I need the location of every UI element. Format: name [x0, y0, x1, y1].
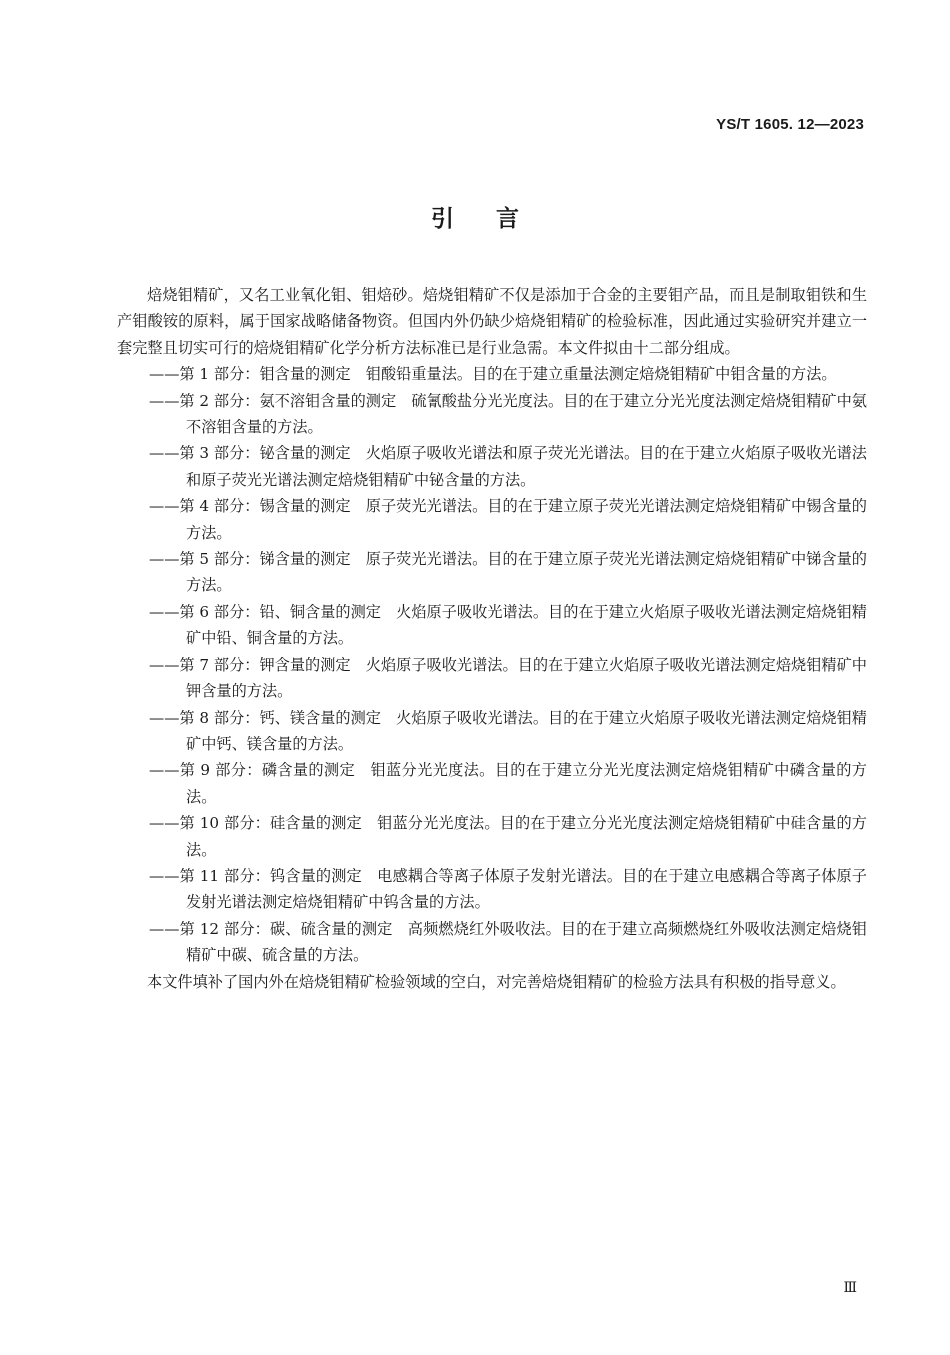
part-item-5: ——第 5 部分：锑含量的测定 原子荧光光谱法。目的在于建立原子荧光光谱法测定焙烧钼精矿中锑含量的方法。 — [149, 550, 867, 595]
closing-paragraph: 本文件填补了国内外在焙烧钼精矿检验领域的空白，对完善焙烧钼精矿的检验方法具有积极的指导意义。 — [147, 972, 846, 991]
part-item-7: ——第 7 部分：钾含量的测定 火焰原子吸收光谱法。目的在于建立火焰原子吸收光谱法测定焙烧钼精矿中钾含量的方法。 — [149, 655, 867, 701]
part-item-11: ——第 11 部分：钨含量的测定 电感耦合等离子体原子发射光谱法。目的在于建立电感耦合等离子体原子发射光谱法测定焙烧钼精矿中钨含量的方法。 — [149, 866, 867, 912]
part-item-4: ——第 4 部分：锡含量的测定 原子荧光光谱法。目的在于建立原子荧光光谱法测定焙烧钼精矿中锡含量的方法。 — [149, 497, 867, 542]
intro-paragraph: 焙烧钼精矿，又名工业氧化钼、钼焙砂。焙烧钼精矿不仅是添加于合金的主要钼产品，而且是制取钼铁和生产钼酸铵的原料，属于国家战略储备物资。但国内外仍缺少焙烧钼精矿的检验标准，因此通过实验研究并建立一套完整且切实可行的焙烧钼精矿化学分析方法标准已是行业急需。本文件拟由十二部分组成。 — [117, 286, 867, 357]
part-item-6: ——第 6 部分：铅、铜含量的测定 火焰原子吸收光谱法。目的在于建立火焰原子吸收光谱法测定焙烧钼精矿中铅、铜含量的方法。 — [149, 602, 867, 648]
part-item-9: ——第 9 部分：磷含量的测定 钼蓝分光光度法。目的在于建立分光光度法测定焙烧钼精矿中磷含量的方法。 — [149, 761, 867, 806]
part-item-10: ——第 10 部分：硅含量的测定 钼蓝分光光度法。目的在于建立分光光度法测定焙烧钼精矿中硅含量的方法。 — [149, 814, 867, 859]
page-title: 引言 — [431, 206, 561, 232]
part-item-12: ——第 12 部分：碳、硫含量的测定 高频燃烧红外吸收法。目的在于建立高频燃烧红外吸收法测定焙烧钼精矿中碳、硫含量的方法。 — [149, 919, 867, 965]
document-body — [117, 282, 867, 995]
part-item-3: ——第 3 部分：铋含量的测定 火焰原子吸收光谱法和原子荧光光谱法。目的在于建立火焰原子吸收光谱法和原子荧光光谱法测定焙烧钼精矿中铋含量的方法。 — [149, 444, 867, 489]
part-item-8: ——第 8 部分：钙、镁含量的测定 火焰原子吸收光谱法。目的在于建立火焰原子吸收光谱法测定焙烧钼精矿中钙、镁含量的方法。 — [149, 708, 867, 753]
part-item-1: ——第 1 部分：钼含量的测定 钼酸铅重量法。目的在于建立重量法测定焙烧钼精矿中钼含量的方法。 — [149, 365, 837, 384]
page-number: Ⅲ — [843, 1280, 857, 1296]
part-item-2: ——第 2 部分：氨不溶钼含量的测定 硫氰酸盐分光光度法。目的在于建立分光光度法测定焙烧钼精矿中氨不溶钼含量的方法。 — [149, 391, 867, 437]
standard-code: YS/T 1605. 12—2023 — [716, 116, 864, 133]
